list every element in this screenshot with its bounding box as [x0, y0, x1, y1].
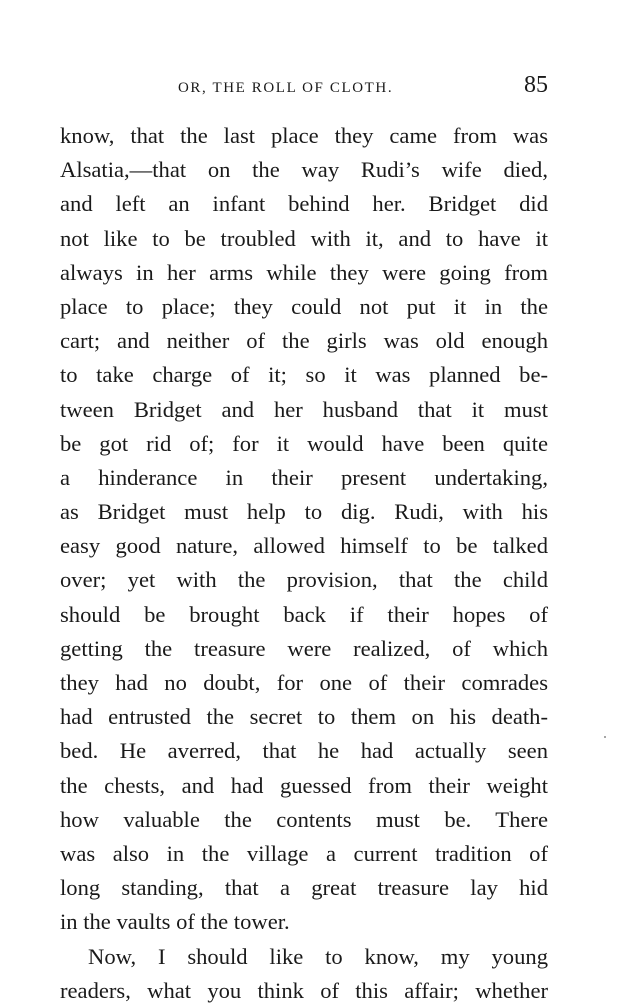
text-line: bed. He averred, that he had actually seen: [60, 738, 548, 764]
text-line: had entrusted the secret to them on his death-: [60, 704, 548, 730]
text-line: should be brought back if their hopes of: [60, 601, 548, 627]
page-number: 85: [524, 72, 548, 98]
text-line: over; yet with the provision, that the child: [60, 567, 548, 593]
text-line: and left an infant behind her. Bridget did: [60, 191, 548, 217]
text-line: always in her arms while they were going from: [60, 259, 548, 285]
text-line: cart; and neither of the girls was old enough: [60, 328, 548, 354]
text-line: not like to be troubled with it, and to have it: [60, 225, 548, 251]
text-line: as Bridget must help to dig. Rudi, with his: [60, 499, 548, 525]
body-text: [60, 119, 548, 1008]
text-line: long standing, that a great treasure lay hid: [60, 875, 548, 901]
text-line: the chests, and had guessed from their weight: [60, 772, 548, 798]
text-line: getting the treasure were realized, of which: [60, 635, 548, 661]
text-line: tween Bridget and her husband that it must: [60, 396, 548, 422]
running-title: OR, THE ROLL OF CLOTH.: [178, 80, 394, 96]
text-line: easy good nature, allowed himself to be talked: [60, 533, 548, 559]
text-line: know, that the last place they came from was: [60, 123, 548, 148]
running-head: [60, 72, 548, 102]
text-line: Now, I should like to know, my young: [88, 943, 548, 969]
text-line: be got rid of; for it would have been quite: [60, 430, 548, 456]
paragraph-1: [60, 119, 548, 940]
text-line: how valuable the contents must be. There: [60, 806, 548, 832]
text-line: place to place; they could not put it in the: [60, 293, 548, 319]
text-line: they had no doubt, for one of their comrades: [60, 670, 548, 695]
text-line: readers, what you think of this affair; whether: [60, 977, 548, 1003]
text-line: Alsatia,—that on the way Rudi’s wife died,: [60, 157, 548, 183]
text-line: to take charge of it; so it was planned be-: [60, 362, 548, 388]
margin-speck: [604, 736, 606, 738]
text-line: a hinderance in their present undertaking,: [60, 464, 548, 490]
text-line: in the vaults of the tower.: [60, 909, 290, 935]
paragraph-2: [60, 940, 548, 1008]
text-line: was also in the village a current tradition of: [60, 840, 548, 866]
